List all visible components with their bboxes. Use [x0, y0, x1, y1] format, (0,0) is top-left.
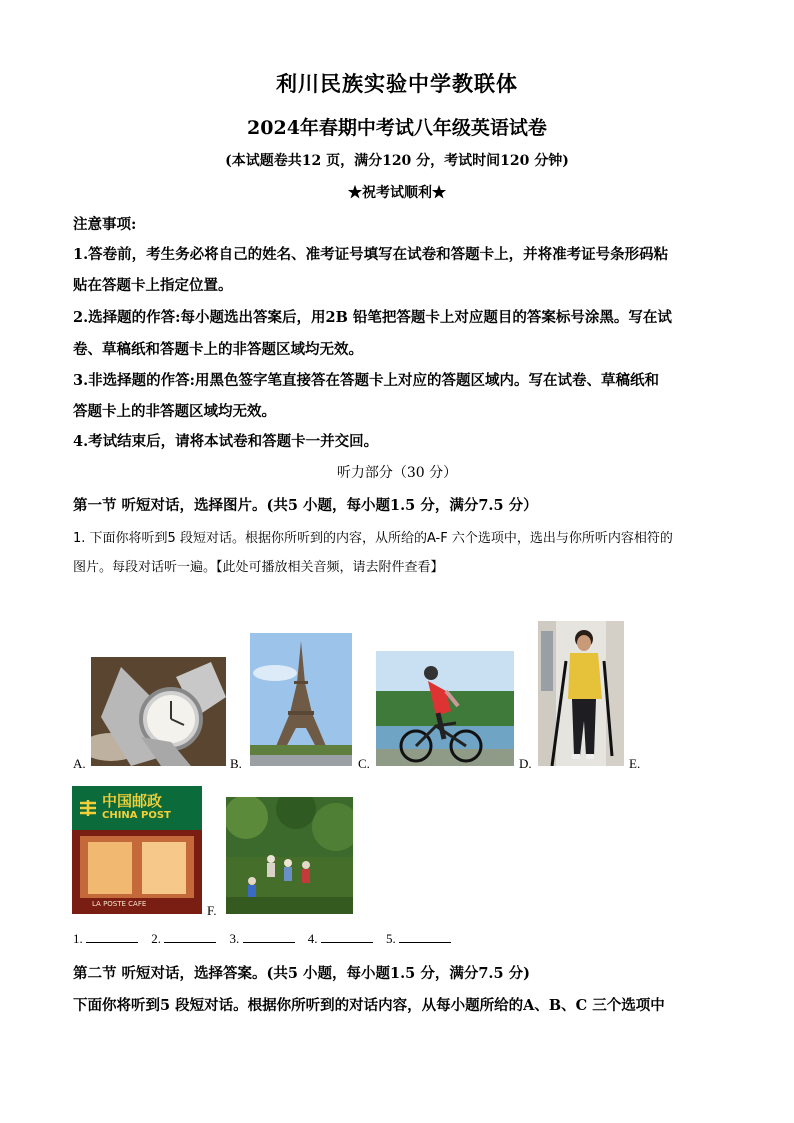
exam-school-title: 利川民族实验中学教联体: [276, 71, 518, 96]
note-1-line-1: 1.答卷前，考生务必将自己的姓名、准考证号填写在试卷和答题卡上，并将准考证号条形码粘: [73, 246, 669, 263]
china-post-cn: 中国邮政: [102, 792, 163, 810]
question-1-line-2: 图片。每段对话听一遍。【此处可播放相关音频，请去附件查看】: [73, 560, 444, 575]
blank-2[interactable]: [164, 931, 216, 943]
listening-section-2: 第二节 听短对话，选择答案。(共5 小题，每小题1.5 分，满分7.5 分): [73, 965, 530, 982]
blank-1-label: 1.: [73, 931, 83, 946]
listening-section-2-text: 下面你将听到5 段短对话。根据你所听到的对话内容，从每小题所给的A、B、C 三个选项中: [73, 997, 665, 1014]
exam-wish: ★祝考试顺利★: [348, 185, 446, 201]
crutches-man-image: [538, 621, 624, 766]
listening-section-1: 第一节 听短对话，选择图片。(共5 小题，每小题1.5 分，满分7.5 分）: [73, 497, 538, 514]
forest-hikers-image: [226, 797, 353, 914]
blank-1[interactable]: [86, 931, 138, 943]
cafe-sign: LA POSTE CAFE: [92, 900, 147, 908]
note-2-line-1: 2.选择题的作答:每小题选出答案后，用2B 铅笔把答题卡上对应题目的答案标号涂黑。写在试: [73, 309, 672, 326]
blank-5-label: 5.: [386, 931, 396, 946]
question-1-line-1: 1. 下面你将听到5 段短对话。根据你所听到的内容，从所给的A-F 六个选项中，选出与你所听内容相符的: [73, 531, 673, 546]
china-post-logo-icon: [78, 798, 98, 818]
blank-3[interactable]: [243, 931, 295, 943]
label-e: E.: [629, 756, 641, 771]
china-post-en: CHINA POST: [102, 810, 171, 821]
blank-4[interactable]: [321, 931, 373, 943]
blank-4-label: 4.: [307, 931, 318, 946]
exam-title: 2024年春期中考试八年级英语试卷: [247, 117, 547, 139]
notes-heading: 注意事项:: [73, 216, 137, 233]
note-3-line-2: 答题卡上的非答题区域均无效。: [73, 403, 276, 420]
note-4: 4.考试结束后，请将本试卷和答题卡一并交回。: [73, 433, 379, 450]
blank-2-label: 2.: [151, 931, 161, 946]
note-1-line-2: 贴在答题卡上指定位置。: [73, 277, 233, 294]
china-post-image: [72, 786, 202, 914]
blank-3-label: 3.: [229, 931, 240, 946]
watch-image: [91, 657, 226, 766]
answer-blanks: [73, 931, 461, 947]
note-3-line-1: 3.非选择题的作答:用黑色签字笔直接答在答题卡上对应的答题区域内。写在试卷、草稿纸和: [73, 372, 659, 389]
label-b: B.: [230, 756, 242, 771]
note-2-line-2: 卷、草稿纸和答题卡上的非答题区域均无效。: [73, 341, 363, 358]
eiffel-tower-image: [250, 633, 352, 766]
label-c: C.: [358, 756, 370, 771]
label-d: D.: [519, 756, 532, 771]
post-office-window: [80, 836, 194, 898]
china-post-sign: [72, 786, 202, 830]
label-a: A.: [73, 756, 86, 771]
blank-5[interactable]: [399, 931, 451, 943]
exam-info: (本试题卷共12 页，满分120 分，考试时间120 分钟): [225, 153, 569, 169]
label-f: F.: [207, 903, 217, 918]
cyclist-image: [376, 651, 514, 766]
listening-title: 听力部分（30 分）: [336, 465, 458, 481]
